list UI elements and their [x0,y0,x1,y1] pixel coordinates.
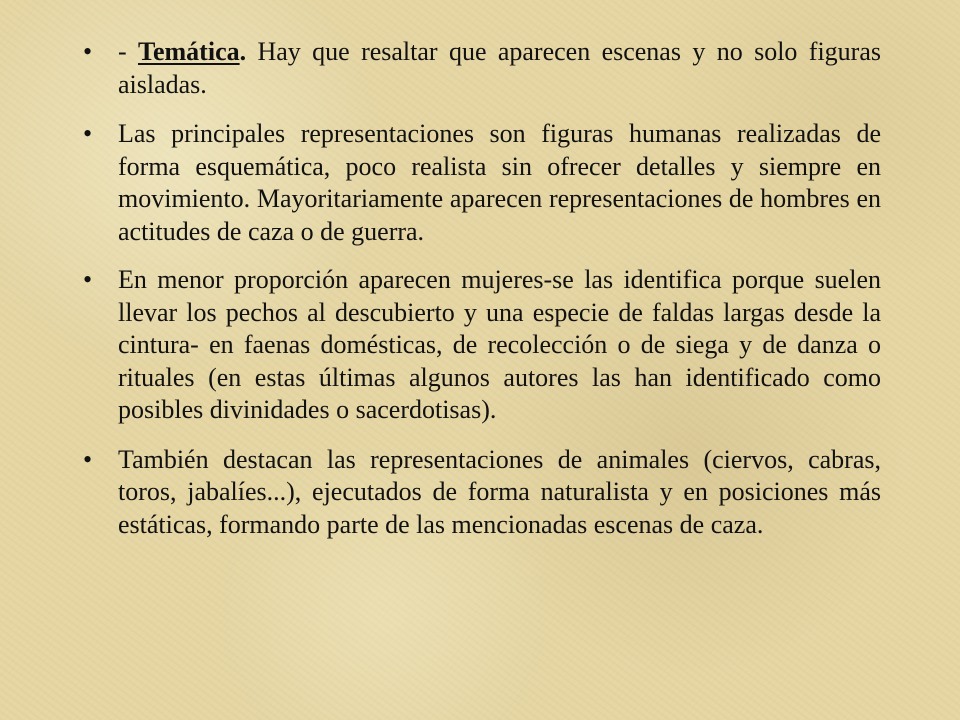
bullet-text [118,36,881,101]
heading-term-end: . [239,37,247,66]
bullet-body: En menor proporción aparecen mujeres-se las identifica porque suelen llevar los pechos al descubierto y una especie de faldas largas desde la cintura- en faenas domésticas, de recolección o de siega y de danza o rituales (en estas últimas algunos autores las han identificado como posibles divinidades o sacerdotisas). [118,265,881,424]
bullet-icon: • [83,265,93,294]
bullet-body: Las principales representaciones son figuras humanas realizadas de forma esquemática, poco realista sin ofrecer detalles y siempre en movimiento. Mayoritariamente aparecen representaciones de hombres en actitudes de caza o de guerra. [118,119,881,246]
bullet-item-animales [83,444,881,542]
bullet-item-mujeres [83,264,881,427]
bullet-body: Hay que resaltar que aparecen escenas y no solo figuras aisladas. [118,37,881,99]
bullet-prefix: - [118,37,139,66]
bullet-icon: • [83,119,93,148]
bullet-body: También destacan las representaciones de animales (ciervos, cabras, toros, jabalíes...), ejecutados de forma naturalista y en posiciones más estáticas, formando parte de las mencionadas escenas de caza. [118,444,881,539]
bullet-item-tematica [83,36,881,101]
bullet-list [83,36,881,558]
bullet-icon: • [83,444,93,474]
heading-term: Temática [138,37,240,66]
bullet-item-figuras-humanas [83,118,881,248]
bullet-icon: • [83,37,93,66]
